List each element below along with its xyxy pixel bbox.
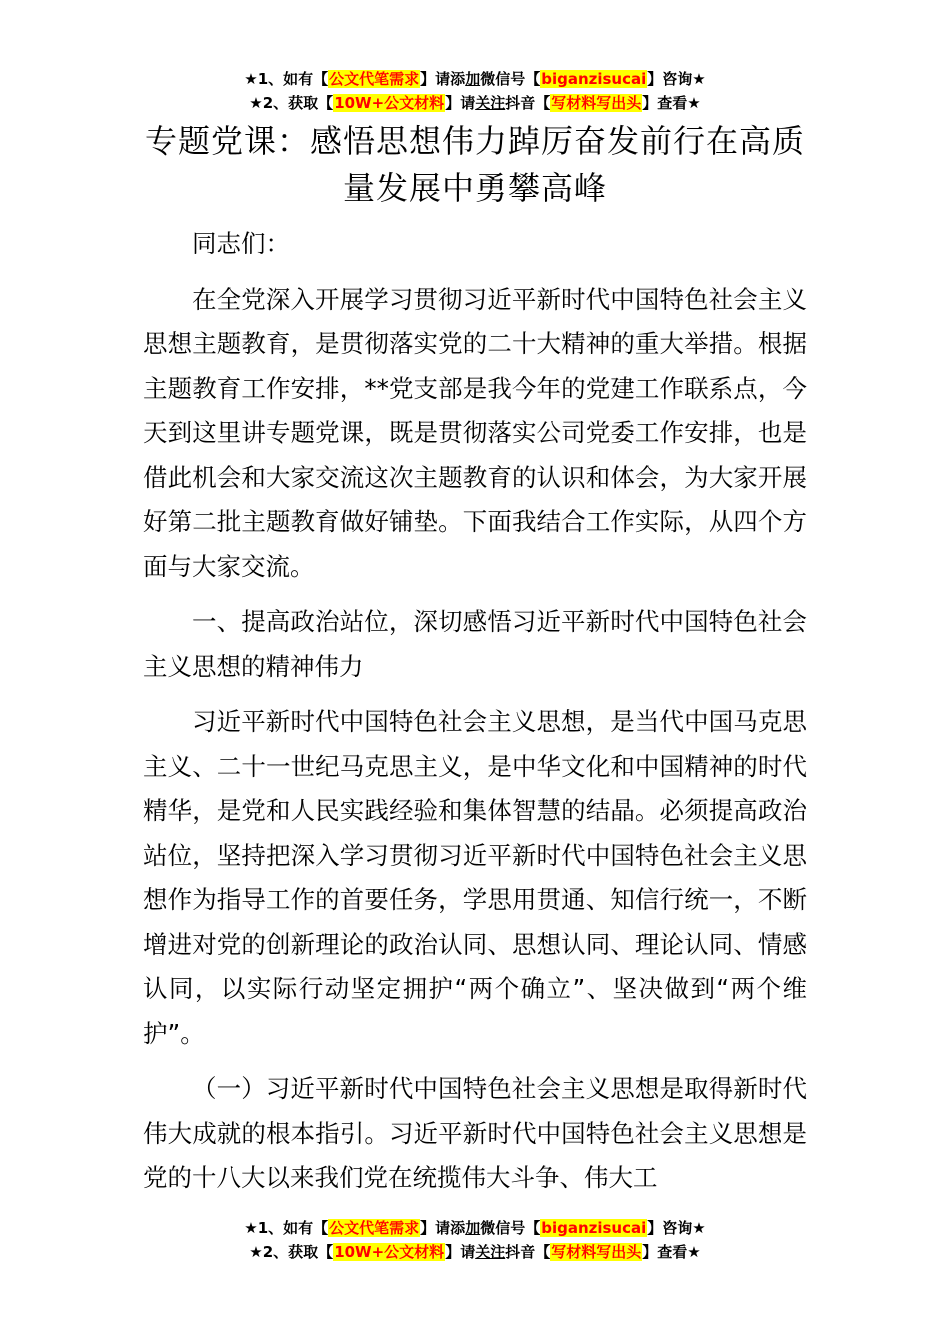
banner-text: 】请 — [445, 94, 476, 112]
banner-text: ★2、获取【 — [249, 94, 334, 112]
banner-underlined-text: 关注 — [475, 94, 506, 112]
document-title: 专题党课：感悟思想伟力踔厉奋发前行在高质量发展中勇攀高峰 — [144, 122, 805, 207]
banner-text: ★1、如有【 — [244, 70, 329, 88]
salutation: 同志们： — [192, 229, 290, 258]
highlight-materials: 10W+公文材料 — [334, 94, 445, 112]
highlight-materials: 10W+公文材料 — [334, 1243, 445, 1261]
banner-text: 】请 — [445, 1243, 476, 1261]
body-paragraph: 习近平新时代中国特色社会主义思想，是当代中国马克思主义、二十一世纪马克思主义，是中华文化和中国精神的时代精华，是党和人民实践经验和集体智慧的结晶。必须提高政治站位，坚持把深入学习贯彻习近平新时代中国特色社会主义思想作为指导工作的首要任务，学思用贯通、知信行统一，不断增进对党的创新理论的政治认同、思想认同、理论认同、情感认同，以实际行动坚定拥护“两个确立”、坚决做到“两个维护”。 — [143, 707, 807, 1048]
banner-text: 微信号【 — [480, 70, 541, 88]
banner-line-2 — [0, 1240, 950, 1264]
footer-banner — [0, 1216, 950, 1264]
banner-text: 抖音【 — [505, 1243, 551, 1261]
banner-underlined-text: 关注 — [475, 1243, 506, 1261]
banner-text: 抖音【 — [505, 94, 551, 112]
highlight-douyin-account: 写材料写出头 — [551, 1243, 642, 1261]
banner-text: 微信号【 — [480, 1219, 541, 1237]
banner-text: 】咨询★ — [647, 1219, 706, 1237]
banner-text: 】请添 — [420, 70, 466, 88]
banner-line-1 — [0, 67, 950, 91]
banner-underlined-text: 加 — [465, 70, 481, 88]
body-paragraph: 在全党深入开展学习贯彻习近平新时代中国特色社会主义思想主题教育，是贯彻落实党的二十大精神的重大举措。根据主题教育工作安排，**党支部是我今年的党建工作联系点，今天到这里讲专题党课，既是贯彻落实公司党委工作安排，也是借此机会和大家交流这次主题教育的认识和体会，为大家开展好第二批主题教育做好铺垫。下面我结合工作实际，从四个方面与大家交流。 — [143, 284, 807, 581]
banner-line-2 — [0, 91, 950, 115]
banner-underlined-text: 加 — [465, 1219, 481, 1237]
highlight-wechat-id: biganzisucai — [541, 70, 647, 88]
document-body — [143, 222, 807, 1212]
highlight-wechat-id: biganzisucai — [541, 1219, 647, 1237]
section-heading: 一、提高政治站位，深切感悟习近平新时代中国特色社会主义思想的精神伟力 — [143, 607, 807, 681]
highlight-service: 公文代笔需求 — [329, 1219, 420, 1237]
banner-text: 】咨询★ — [647, 70, 706, 88]
banner-text: 】请添 — [420, 1219, 466, 1237]
highlight-service: 公文代笔需求 — [329, 70, 420, 88]
subsection-paragraph: （一）习近平新时代中国特色社会主义思想是取得新时代伟大成就的根本指引。习近平新时代中国特色社会主义思想是党的十八大以来我们党在统揽伟大斗争、伟大工 — [143, 1074, 807, 1192]
banner-text: 】查看★ — [642, 1243, 701, 1261]
banner-text: ★2、获取【 — [249, 1243, 334, 1261]
banner-line-1 — [0, 1216, 950, 1240]
highlight-douyin-account: 写材料写出头 — [551, 94, 642, 112]
header-banner — [0, 67, 950, 115]
banner-text: 】查看★ — [642, 94, 701, 112]
banner-text: ★1、如有【 — [244, 1219, 329, 1237]
